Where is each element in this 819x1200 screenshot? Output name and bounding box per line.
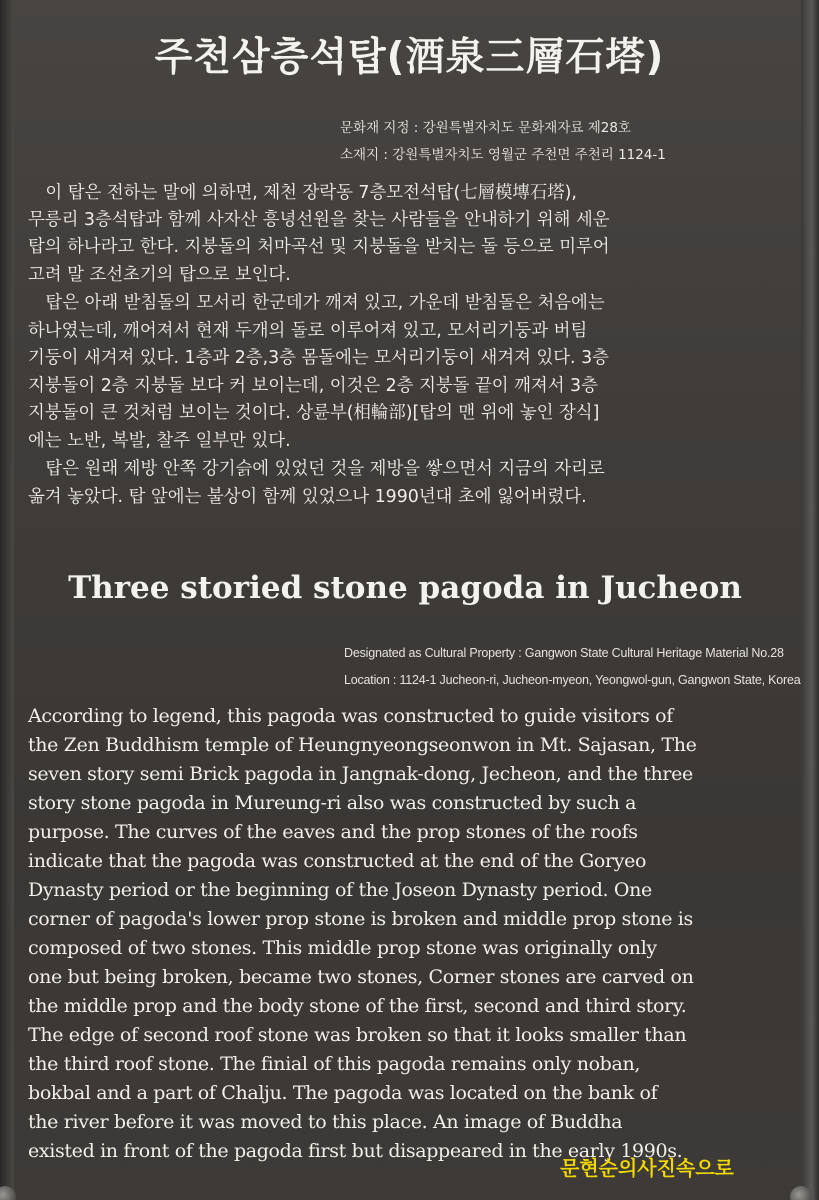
english-line: the middle prop and the body stone of the first, second and third story. <box>28 995 687 1017</box>
english-line: the third roof stone. The finial of this pagoda remains only noban, <box>28 1053 641 1075</box>
english-line: the river before it was moved to this place. An image of Buddha <box>28 1111 623 1133</box>
korean-designation: 문화재 지정 : 강원특별자치도 문화재자료 제28호 <box>340 120 631 136</box>
korean-location: 소재지 : 강원특별자치도 영월군 주천면 주천리 1124-1 <box>340 147 666 163</box>
english-line: one but being broken, became two stones, Corner stones are carved on <box>28 966 694 988</box>
korean-line: 옮겨 놓았다. 탑 앞에는 불상이 함께 있었으나 1990년대 초에 잃어버렸다. <box>28 487 587 507</box>
korean-line: 무릉리 3층석탑과 함께 사자산 흥녕선원을 찾는 사람들을 안내하기 위해 세운 <box>28 210 610 230</box>
korean-line: 기둥이 새겨져 있다. 1층과 2층,3층 몸돌에는 모서리기둥이 새겨져 있다. 3층 <box>28 348 609 368</box>
english-line: the Zen Buddhism temple of Heungnyeongseonwon in Mt. Sajasan, The <box>28 734 697 756</box>
korean-line: 이 탑은 전하는 말에 의하면, 제천 장락동 7층모전석탑(七層模塼石塔), <box>28 183 577 203</box>
korean-title: 주천삼층석탑(酒泉三層石塔) <box>154 35 665 80</box>
korean-line: 하나였는데, 깨어져서 현재 두개의 돌로 이루어져 있고, 모서리기둥과 버팀 <box>28 321 588 341</box>
english-title: Three storied stone pagoda in Jucheon <box>68 570 742 606</box>
english-line: composed of two stones. This middle prop stone was originally only <box>28 937 657 959</box>
korean-line: 지붕돌이 2층 지붕돌 보다 커 보이는데, 이것은 2층 지붕돌 끝이 깨져서 3층 <box>28 376 598 396</box>
english-line: seven story semi Brick pagoda in Jangnak-dong, Jecheon, and the three <box>28 763 693 785</box>
korean-line: 탑의 하나라고 한다. 지붕돌의 처마곡선 및 지붕돌을 받치는 돌 등으로 미루어 <box>28 237 610 257</box>
english-line: According to legend, this pagoda was constructed to guide visitors of <box>28 705 673 727</box>
korean-line: 에는 노반, 복발, 찰주 일부만 있다. <box>28 431 291 451</box>
english-line: existed in front of the pagoda first but disappeared in the early 1990s. <box>28 1140 683 1162</box>
korean-line: 탑은 원래 제방 안쪽 강기슭에 있었던 것을 제방을 쌓으면서 지금의 자리로 <box>28 459 605 479</box>
korean-line: 고려 말 조선초기의 탑으로 보인다. <box>28 265 291 285</box>
english-line: Dynasty period or the beginning of the Joseon Dynasty period. One <box>28 879 652 901</box>
english-line: bokbal and a part of Chalju. The pagoda was located on the bank of <box>28 1082 658 1104</box>
english-line: purpose. The curves of the eaves and the prop stones of the roofs <box>28 821 638 843</box>
korean-line: 탑은 아래 받침돌의 모서리 한군데가 깨져 있고, 가운데 받침돌은 처음에는 <box>28 293 605 313</box>
photographer-watermark: 문현순의사진속으로 <box>560 1156 734 1180</box>
english-designation: Designated as Cultural Property : Gangwon State Cultural Heritage Material No.28 <box>344 646 784 660</box>
english-line: story stone pagoda in Mureung-ri also was constructed by such a <box>28 792 637 814</box>
english-line: corner of pagoda's lower prop stone is broken and middle prop stone is <box>28 908 693 930</box>
english-line: The edge of second roof stone was broken so that it looks smaller than <box>28 1024 687 1046</box>
english-line: indicate that the pagoda was constructed at the end of the Goryeo <box>28 850 647 872</box>
korean-line: 지붕돌이 큰 것처럼 보이는 것이다. 상륜부(相輪部)[탑의 맨 위에 놓인 장식] <box>28 403 600 423</box>
english-location: Location : 1124-1 Jucheon-ri, Jucheon-myeon, Yeongwol-gun, Gangwon State, Korea <box>344 673 801 687</box>
